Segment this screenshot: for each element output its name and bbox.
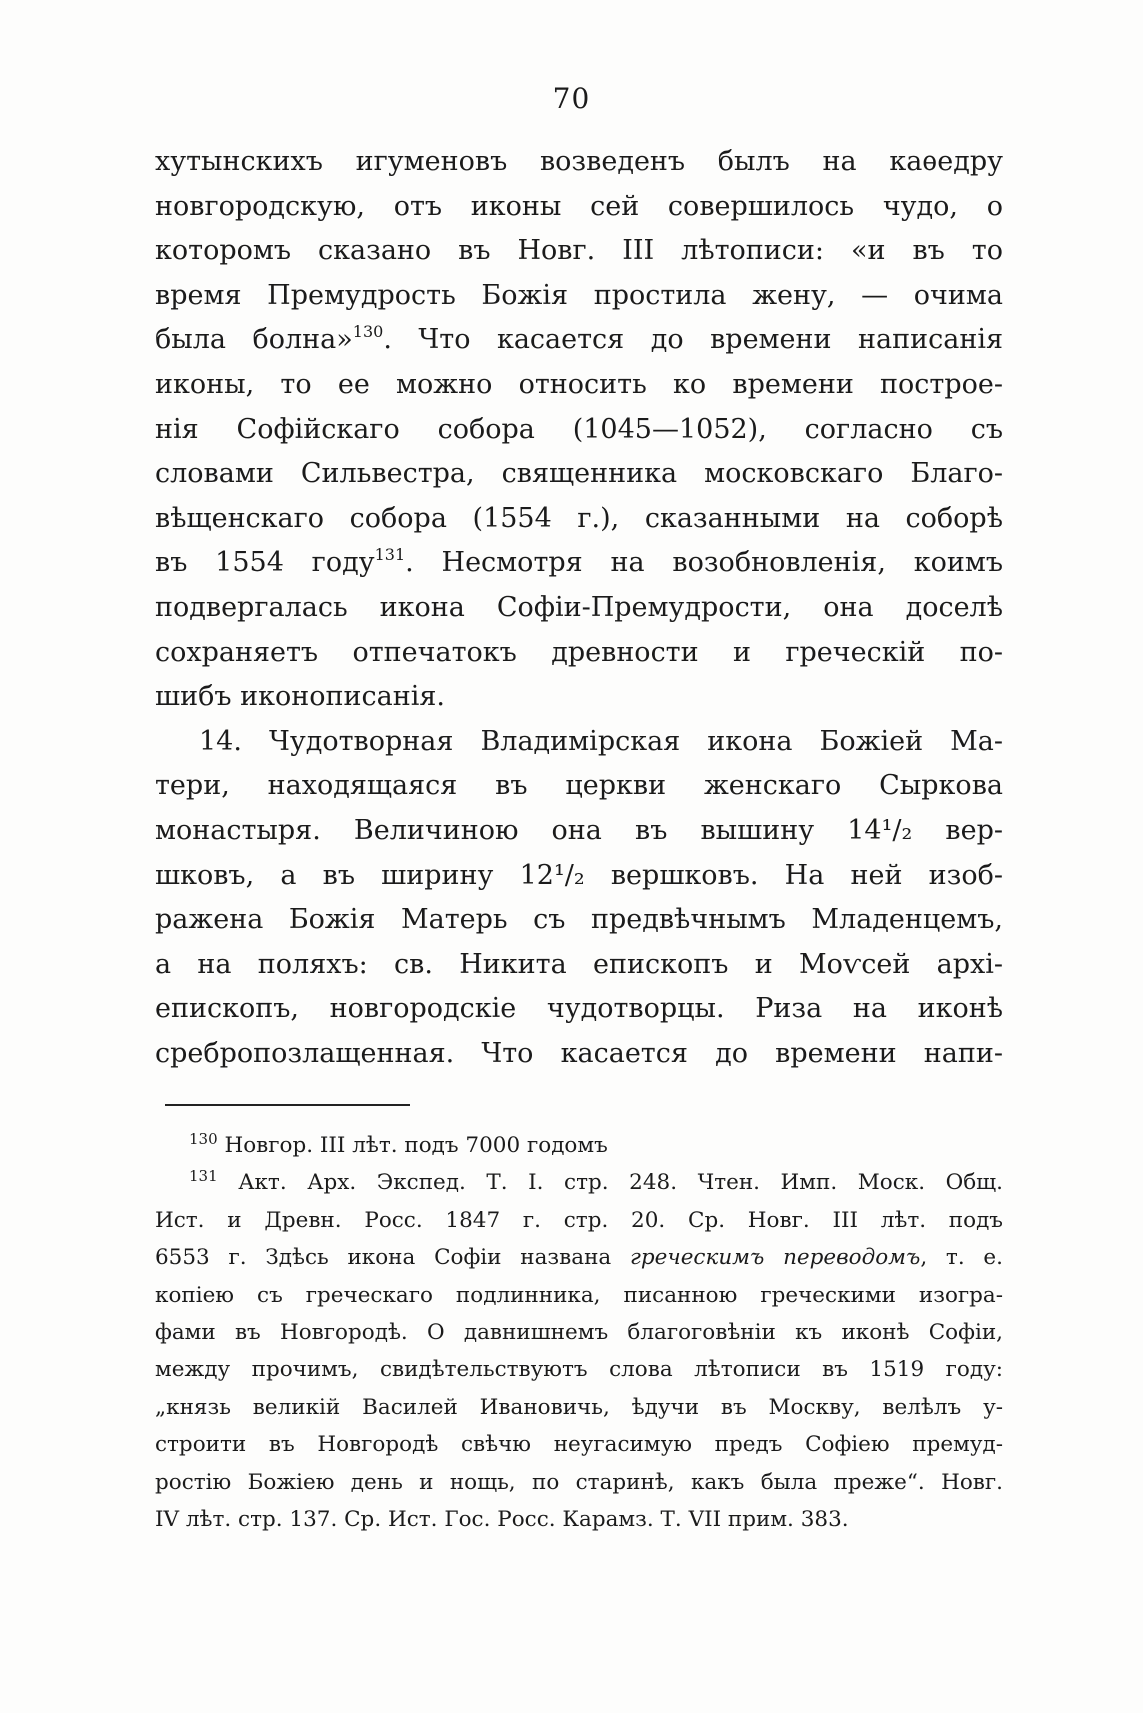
text-line: сребропозлащенная. Что касается до времени напи- <box>155 1037 1003 1069</box>
text-line: тери, находящаяся въ церкви женскаго Сыркова <box>155 770 1003 802</box>
footnote-line: фами въ Новгородѣ. О давнишнемъ благоговѣніи къ иконѣ Софіи, <box>155 1319 1003 1345</box>
text-fragment: была болна» <box>155 324 353 356</box>
footnote-number: 130 <box>189 1130 218 1148</box>
text-line: подвергалась икона Софіи-Премудрости, она доселѣ <box>155 591 1003 623</box>
text-line: новгородскую, отъ иконы сей совершилось чудо, о <box>155 190 1003 222</box>
text-line: монастыря. Величиною она въ вышину 14¹/₂ вер- <box>155 814 1003 846</box>
footnote-line: „князь великій Василей Ивановичь, ѣдучи въ Москву, велѣлъ у- <box>155 1394 1003 1420</box>
text-fragment: . Несмотря на возобновленія, коимъ <box>405 547 1003 579</box>
footnote-line: IV лѣт. стр. 137. Ср. Ист. Гос. Росс. Карамз. Т. VII прим. 383. <box>155 1506 849 1532</box>
text-line: шковъ, а въ ширину 12¹/₂ вершковъ. На ней изоб- <box>155 859 1003 891</box>
footnote-number: 131 <box>189 1167 218 1186</box>
footnote-131 <box>155 1164 1003 1201</box>
footnote-separator <box>165 1104 410 1106</box>
footnote-line: Ист. и Древн. Росс. 1847 г. стр. 20. Ср. Новг. III лѣт. подъ <box>155 1207 1003 1233</box>
text-line: нія Софійскаго собора (1045—1052), согласно съ <box>155 413 1003 445</box>
footnote-line <box>155 1239 1003 1276</box>
text-line: епископъ, новгородскіе чудотворцы. Риза на иконѣ <box>155 993 1003 1025</box>
text-line: ражена Божія Матерь съ предвѣчнымъ Младенцемъ, <box>155 904 1003 936</box>
footnote-line: ростію Божіею день и нощь, по старинѣ, какъ была преже“. Новг. <box>155 1469 1003 1495</box>
text-line: вѣщенскаго собора (1554 г.), сказанными на соборѣ <box>155 502 1003 534</box>
text-line: шибъ иконописанія. <box>155 681 445 713</box>
body-text <box>155 140 1003 1076</box>
text-line: хутынскихъ игуменовъ возведенъ былъ на каѳедру <box>155 146 1003 177</box>
footnote-line: между прочимъ, свидѣтельствуютъ слова лѣтописи въ 1519 году: <box>155 1357 1003 1383</box>
footnote-text: 6553 г. Здѣсь икона Софіи названа <box>155 1245 630 1271</box>
footnote-line: копіею съ греческаго подлинника, писанною греческими изогра- <box>155 1282 1003 1308</box>
text-line: 14. Чудотворная Владимірская икона Божіей Ма- <box>199 725 1003 757</box>
text-fragment: . Что касается до времени написанія <box>383 324 1003 356</box>
text-line: словами Сильвестра, священника московскаго Благо- <box>155 458 1003 490</box>
footnote-text: Акт. Арх. Экспед. Т. I. стр. 248. Чтен. Имп. Моск. Общ. <box>217 1170 1003 1196</box>
text-line: иконы, то ее можно относить ко времени построе- <box>155 368 1003 400</box>
footnote-reference-131: 131 <box>374 545 406 565</box>
page-number: 70 <box>552 82 591 115</box>
footnote-text: Новгор. III лѣт. подъ 7000 годомъ <box>217 1133 608 1158</box>
footnote-reference-130: 130 <box>352 322 384 342</box>
text-line <box>155 541 1003 586</box>
text-line: сохраняетъ отпечатокъ древности и греческій по- <box>155 636 1003 668</box>
footnote-line: строити въ Новгородѣ свѣчю неугасимую предъ Софіею премуд- <box>155 1432 1003 1458</box>
footnotes <box>155 1127 1003 1538</box>
footnote-text: , т. е. <box>920 1245 1003 1271</box>
text-fragment: въ 1554 году <box>155 547 375 579</box>
text-line <box>155 318 1003 363</box>
text-line: а на поляхъ: св. Никита епископъ и Моѵсей архі- <box>155 948 1003 980</box>
footnote-130 <box>155 1127 1003 1164</box>
footnote-italic-text: греческимъ переводомъ <box>629 1245 921 1271</box>
text-line: которомъ сказано въ Новг. III лѣтописи: «и въ то <box>155 235 1003 267</box>
text-line: время Премудрость Божія простила жену, — очима <box>155 279 1003 311</box>
